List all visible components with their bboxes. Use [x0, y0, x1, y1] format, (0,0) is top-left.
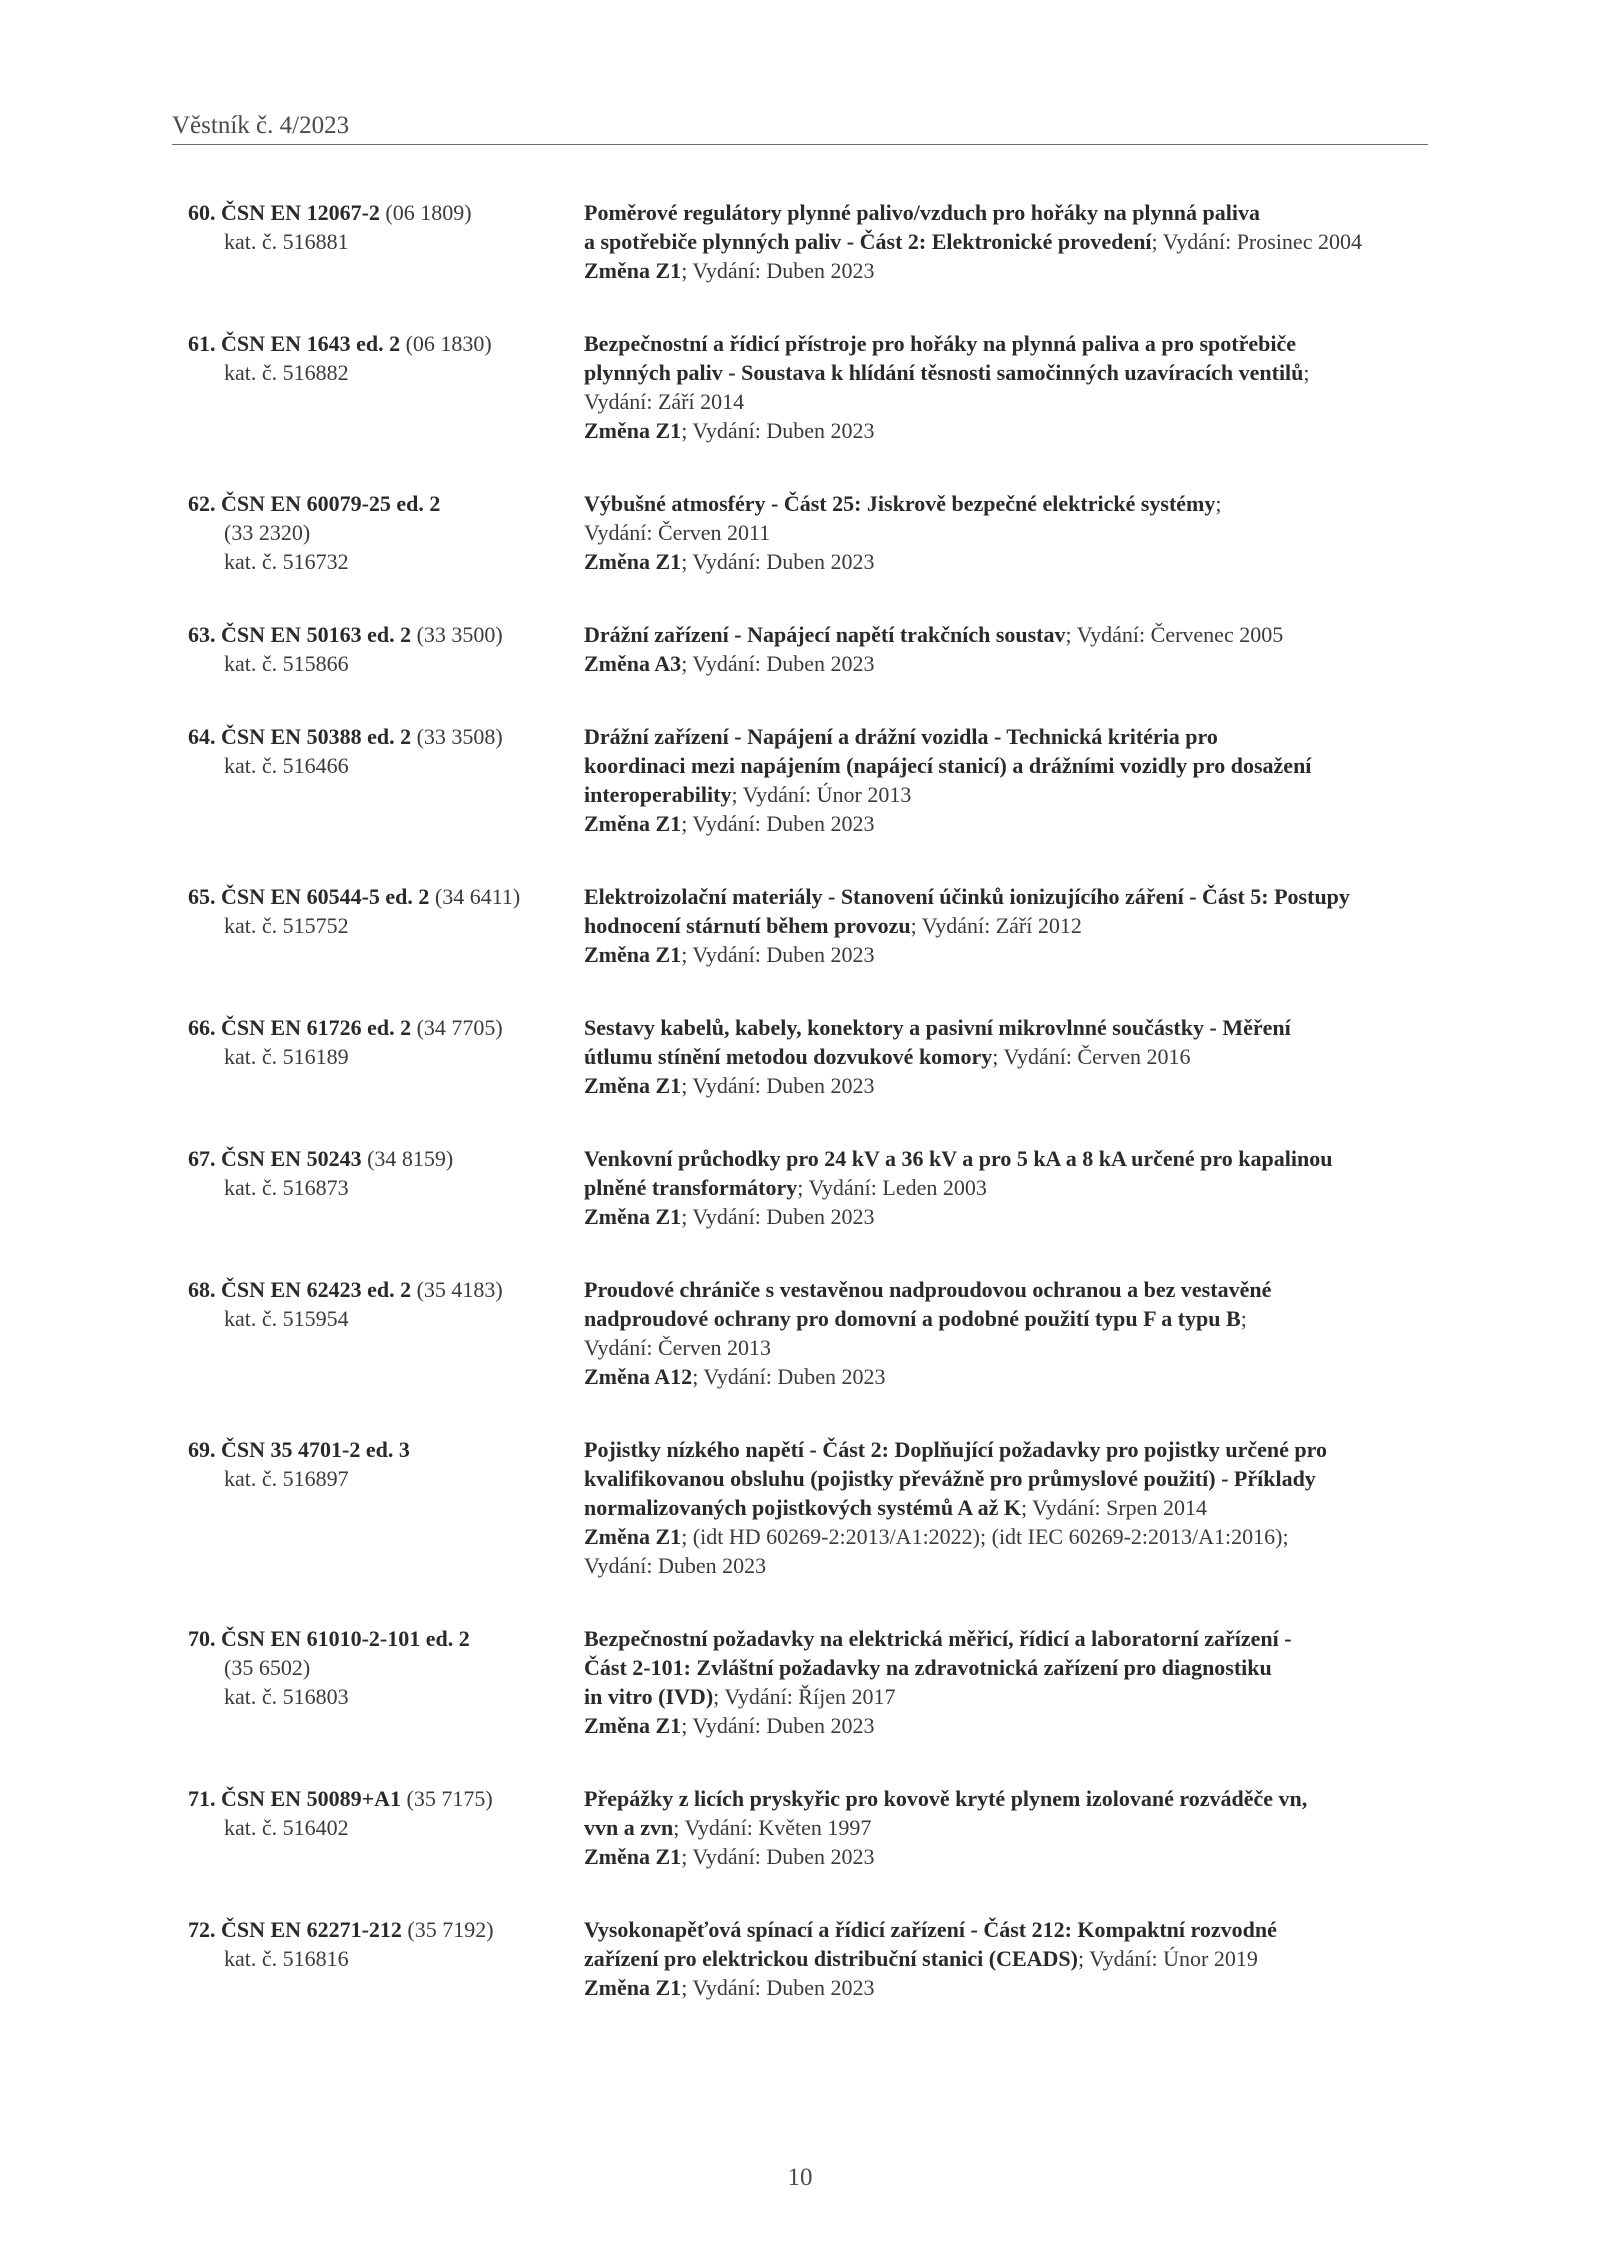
standard-title: Proudové chrániče s vestavěnou nadproudovou ochranou a bez vestavěné: [584, 1277, 1272, 1302]
page-number: 10: [787, 2164, 813, 2191]
standard-code: ČSN EN 12067-2: [221, 200, 380, 225]
classification-code: (35 7192): [407, 1917, 494, 1942]
change-line: [584, 1711, 1444, 1740]
change-date: ; Vydání: Duben 2023: [681, 258, 875, 283]
entry-number: 60.: [188, 200, 216, 225]
standard-identifier: [188, 882, 584, 969]
page-header: [172, 112, 1428, 145]
title-line: [584, 1275, 1444, 1304]
change-label: Změna A3: [584, 651, 682, 676]
standard-code-line: [188, 1784, 584, 1813]
change-label: Změna Z1: [584, 1204, 682, 1229]
standard-title: Pojistky nízkého napětí - Část 2: Doplňující požadavky pro pojistky určené pro: [584, 1437, 1327, 1462]
standard-title: Drážní zařízení - Napájení a drážní vozidla - Technická kritéria pro: [584, 724, 1218, 749]
classification-code: (06 1809): [385, 200, 472, 225]
change-line: [584, 649, 1444, 678]
list-item: [188, 722, 1448, 838]
change-date: ; Vydání: Duben 2023: [681, 1073, 875, 1098]
list-item: [188, 329, 1448, 445]
title-line: [584, 1944, 1444, 1973]
standard-title: útlumu stínění metodou dozvukové komory: [584, 1044, 993, 1069]
classification-code: (35 7175): [406, 1786, 493, 1811]
standard-title: Elektroizolační materiály - Stanovení účinků ionizujícího záření - Část 5: Postupy: [584, 884, 1350, 909]
classification-code: (33 3500): [416, 622, 503, 647]
title-line: [584, 1493, 1444, 1522]
title-line: [584, 1173, 1444, 1202]
standards-list: [188, 198, 1448, 2046]
standard-code-line: [188, 1013, 584, 1042]
title-line: [584, 1013, 1444, 1042]
issue-line: Vydání: Červen 2011: [584, 520, 771, 545]
standard-code-line: [188, 329, 584, 358]
title-line: [584, 1042, 1444, 1071]
standard-title: hodnocení stárnutí během provozu: [584, 913, 911, 938]
change-date: ; Vydání: Duben 2023: [681, 1713, 875, 1738]
issue-date: ; Vydání: Červenec 2005: [1065, 622, 1284, 647]
standard-code-line: [188, 198, 584, 227]
list-item: [188, 198, 1448, 285]
entry-number: 65.: [188, 884, 216, 909]
title-line: [584, 882, 1444, 911]
standard-title: Bezpečnostní a řídicí přístroje pro hořáky na plynná paliva a pro spotřebiče: [584, 331, 1296, 356]
title-line: [584, 1653, 1444, 1682]
standard-identifier: [188, 1144, 584, 1231]
change-label: Změna Z1: [584, 1073, 682, 1098]
catalog-line: kat. č. 516881: [224, 229, 349, 254]
title-line: [584, 1813, 1444, 1842]
change-line: [584, 809, 1444, 838]
list-item: [188, 1013, 1448, 1100]
standard-code-line: [188, 1624, 584, 1653]
standard-title: normalizovaných pojistkových systémů A až K: [584, 1495, 1021, 1520]
list-item: [188, 1435, 1448, 1580]
change-label: Změna Z1: [584, 1975, 682, 2000]
list-item: [188, 1915, 1448, 2002]
standard-identifier: [188, 329, 584, 445]
entry-number: 66.: [188, 1015, 216, 1040]
change-line: [584, 547, 1444, 576]
standard-code: ČSN EN 60079-25 ed. 2: [221, 491, 441, 516]
standard-title: plněné transformátory: [584, 1175, 798, 1200]
title-line: [584, 329, 1444, 358]
change-label: Změna Z1: [584, 942, 682, 967]
standard-description: [584, 329, 1444, 445]
issue-date: ; Vydání: Únor 2013: [731, 782, 912, 807]
journal-title: Věstník č. 4/2023: [172, 112, 350, 139]
change-date: ; Vydání: Duben 2023: [681, 549, 875, 574]
entry-number: 63.: [188, 622, 216, 647]
classification-code: (06 1830): [405, 331, 492, 356]
entry-number: 62.: [188, 491, 216, 516]
catalog-line: kat. č. 515752: [224, 913, 349, 938]
standard-title: plynných paliv - Soustava k hlídání těsnosti samočinných uzavíracích ventilů: [584, 360, 1304, 385]
standard-description: [584, 1624, 1444, 1740]
change-issue-line: Vydání: Duben 2023: [584, 1553, 767, 1578]
standard-code-line: [188, 1915, 584, 1944]
catalog-line: kat. č. 516803: [224, 1684, 349, 1709]
standard-identifier: [188, 620, 584, 678]
catalog-line: kat. č. 516882: [224, 360, 349, 385]
change-line: [584, 256, 1444, 285]
standard-identifier: [188, 1624, 584, 1740]
standard-title: interoperability: [584, 782, 732, 807]
title-line: [584, 911, 1444, 940]
entry-number: 67.: [188, 1146, 216, 1171]
title-line: [584, 227, 1444, 256]
standard-code: ČSN EN 1643 ed. 2: [221, 331, 401, 356]
change-label: Změna Z1: [584, 1713, 682, 1738]
standard-identifier: [188, 1915, 584, 2002]
change-line: [584, 1202, 1444, 1231]
issue-date: ; Vydání: Červen 2016: [992, 1044, 1191, 1069]
standard-identifier: [188, 1784, 584, 1871]
issue-date: ; Vydání: Říjen 2017: [713, 1684, 896, 1709]
list-item: [188, 882, 1448, 969]
title-line: [584, 620, 1444, 649]
standard-description: [584, 198, 1444, 285]
standard-code: ČSN EN 50243: [221, 1146, 362, 1171]
standard-identifier: [188, 1275, 584, 1391]
standard-title: Venkovní průchodky pro 24 kV a 36 kV a pro 5 kA a 8 kA určené pro kapalinou: [584, 1146, 1333, 1171]
list-item: [188, 1275, 1448, 1391]
change-date: ; (idt HD 60269-2:2013/A1:2022); (idt IEC 60269-2:2013/A1:2016);: [681, 1524, 1289, 1549]
catalog-line: kat. č. 516466: [224, 753, 349, 778]
standard-code: ČSN EN 61010-2-101 ed. 2: [221, 1626, 470, 1651]
standard-description: [584, 1784, 1444, 1871]
catalog-line: kat. č. 516816: [224, 1946, 349, 1971]
entry-number: 61.: [188, 331, 216, 356]
standard-title: Vysokonapěťová spínací a řídicí zařízení - Část 212: Kompaktní rozvodné: [584, 1917, 1277, 1942]
standard-title: in vitro (IVD): [584, 1684, 714, 1709]
change-label: Změna Z1: [584, 418, 682, 443]
issue-date: ;: [1215, 491, 1222, 516]
standard-description: [584, 722, 1444, 838]
catalog-line: kat. č. 516402: [224, 1815, 349, 1840]
standard-description: [584, 1144, 1444, 1231]
standard-title: Přepážky z licích pryskyřic pro kovově kryté plynem izolované rozváděče vn,: [584, 1786, 1308, 1811]
issue-date: ;: [1303, 360, 1310, 385]
change-date: ; Vydání: Duben 2023: [681, 651, 875, 676]
list-item: [188, 489, 1448, 576]
change-line: [584, 416, 1444, 445]
standard-title: kvalifikovanou obsluhu (pojistky převážně pro průmyslové použití) - Příklady: [584, 1466, 1316, 1491]
entry-number: 64.: [188, 724, 216, 749]
list-item: [188, 1144, 1448, 1231]
standard-title: Drážní zařízení - Napájecí napětí trakčních soustav: [584, 622, 1066, 647]
title-line: [584, 780, 1444, 809]
standard-code: ČSN 35 4701-2 ed. 3: [221, 1437, 410, 1462]
change-line: [584, 940, 1444, 969]
entry-number: 71.: [188, 1786, 216, 1811]
list-item: [188, 620, 1448, 678]
standard-identifier: [188, 1013, 584, 1100]
standard-code: ČSN EN 60544-5 ed. 2: [221, 884, 430, 909]
change-date: ; Vydání: Duben 2023: [692, 1364, 886, 1389]
catalog-line: kat. č. 515866: [224, 651, 349, 676]
standard-code: ČSN EN 61726 ed. 2: [221, 1015, 412, 1040]
entry-number: 72.: [188, 1917, 216, 1942]
issue-date: ; Vydání: Únor 2019: [1077, 1946, 1258, 1971]
standard-code: ČSN EN 50163 ed. 2: [221, 622, 412, 647]
standard-description: [584, 1915, 1444, 2002]
standard-title: Sestavy kabelů, kabely, konektory a pasivní mikrovlnné součástky - Měření: [584, 1015, 1291, 1040]
title-line: [584, 1304, 1444, 1333]
list-item: [188, 1784, 1448, 1871]
issue-date: ; Vydání: Prosinec 2004: [1151, 229, 1362, 254]
catalog-line: kat. č. 516189: [224, 1044, 349, 1069]
standard-code: ČSN EN 62423 ed. 2: [221, 1277, 412, 1302]
title-line: [584, 358, 1444, 387]
title-line: [584, 1784, 1444, 1813]
issue-date: ;: [1240, 1306, 1247, 1331]
catalog-line: kat. č. 516897: [224, 1466, 349, 1491]
standard-description: [584, 489, 1444, 576]
standard-code: ČSN EN 62271-212: [221, 1917, 402, 1942]
catalog-line: kat. č. 516732: [224, 549, 349, 574]
standard-description: [584, 1013, 1444, 1100]
standard-title: Výbušné atmosféry - Část 25: Jiskrově bezpečné elektrické systémy: [584, 491, 1216, 516]
list-item: [188, 1624, 1448, 1740]
classification-code: (35 4183): [416, 1277, 503, 1302]
change-label: Změna Z1: [584, 1844, 682, 1869]
change-date: ; Vydání: Duben 2023: [681, 1975, 875, 2000]
standard-title: Poměrové regulátory plynné palivo/vzduch pro hořáky na plynná paliva: [584, 200, 1260, 225]
standard-description: [584, 882, 1444, 969]
title-line: [584, 1435, 1444, 1464]
standard-code-line: [188, 722, 584, 751]
standard-code: ČSN EN 50089+A1: [221, 1786, 401, 1811]
change-line: [584, 1071, 1444, 1100]
standard-identifier: [188, 489, 584, 576]
standard-title: zařízení pro elektrickou distribuční stanici (CEADS): [584, 1946, 1078, 1971]
title-line: [584, 722, 1444, 751]
title-line: [584, 1464, 1444, 1493]
classification-code: (34 6411): [434, 884, 521, 909]
entry-number: 68.: [188, 1277, 216, 1302]
change-line: [584, 1842, 1444, 1871]
standard-identifier: [188, 198, 584, 285]
change-label: Změna Z1: [584, 811, 682, 836]
change-label: Změna A12: [584, 1364, 693, 1389]
standard-description: [584, 1275, 1444, 1391]
standard-code-line: [188, 1435, 584, 1464]
catalog-line: kat. č. 515954: [224, 1306, 349, 1331]
title-line: [584, 1624, 1444, 1653]
standard-title: koordinaci mezi napájením (napájecí stanicí) a drážními vozidly pro dosažení: [584, 753, 1312, 778]
standard-code-line: [188, 1275, 584, 1304]
issue-date: ; Vydání: Srpen 2014: [1020, 1495, 1207, 1520]
standard-description: [584, 1435, 1444, 1580]
standard-title: Část 2-101: Zvláštní požadavky na zdravotnická zařízení pro diagnostiku: [584, 1655, 1272, 1680]
change-label: Změna Z1: [584, 549, 682, 574]
issue-date: ; Vydání: Květen 1997: [673, 1815, 872, 1840]
standard-title: Bezpečnostní požadavky na elektrická měřicí, řídicí a laboratorní zařízení -: [584, 1626, 1292, 1651]
standard-code-line: [188, 1144, 584, 1173]
title-line: [584, 1682, 1444, 1711]
change-line: [584, 1522, 1444, 1551]
standard-code-line: [188, 620, 584, 649]
change-label: Změna Z1: [584, 258, 682, 283]
standard-code: ČSN EN 50388 ed. 2: [221, 724, 412, 749]
standard-title: vvn a zvn: [584, 1815, 674, 1840]
change-date: ; Vydání: Duben 2023: [681, 811, 875, 836]
catalog-line: (35 6502): [224, 1655, 311, 1680]
title-line: [584, 751, 1444, 780]
entry-number: 69.: [188, 1437, 216, 1462]
standard-code-line: [188, 882, 584, 911]
issue-line: Vydání: Září 2014: [584, 389, 745, 414]
entry-number: 70.: [188, 1626, 216, 1651]
title-line: [584, 1144, 1444, 1173]
standard-identifier: [188, 722, 584, 838]
change-line: [584, 1973, 1444, 2002]
standard-title: a spotřebiče plynných paliv - Část 2: Elektronické provedení: [584, 229, 1152, 254]
change-date: ; Vydání: Duben 2023: [681, 418, 875, 443]
issue-line: Vydání: Červen 2013: [584, 1335, 771, 1360]
standard-code-line: [188, 489, 584, 518]
classification-code: (34 8159): [367, 1146, 454, 1171]
issue-date: ; Vydání: Září 2012: [910, 913, 1082, 938]
classification-code: (34 7705): [416, 1015, 503, 1040]
classification-code: (33 3508): [416, 724, 503, 749]
title-line: [584, 1915, 1444, 1944]
catalog-line: (33 2320): [224, 520, 311, 545]
change-date: ; Vydání: Duben 2023: [681, 1844, 875, 1869]
title-line: [584, 198, 1444, 227]
standard-title: nadproudové ochrany pro domovní a podobné použití typu F a typu B: [584, 1306, 1241, 1331]
page-footer: [0, 2164, 1600, 2192]
change-line: [584, 1362, 1444, 1391]
standard-identifier: [188, 1435, 584, 1580]
change-label: Změna Z1: [584, 1524, 682, 1549]
change-date: ; Vydání: Duben 2023: [681, 1204, 875, 1229]
issue-date: ; Vydání: Leden 2003: [797, 1175, 987, 1200]
title-line: [584, 489, 1444, 518]
change-date: ; Vydání: Duben 2023: [681, 942, 875, 967]
standard-description: [584, 620, 1444, 678]
catalog-line: kat. č. 516873: [224, 1175, 349, 1200]
